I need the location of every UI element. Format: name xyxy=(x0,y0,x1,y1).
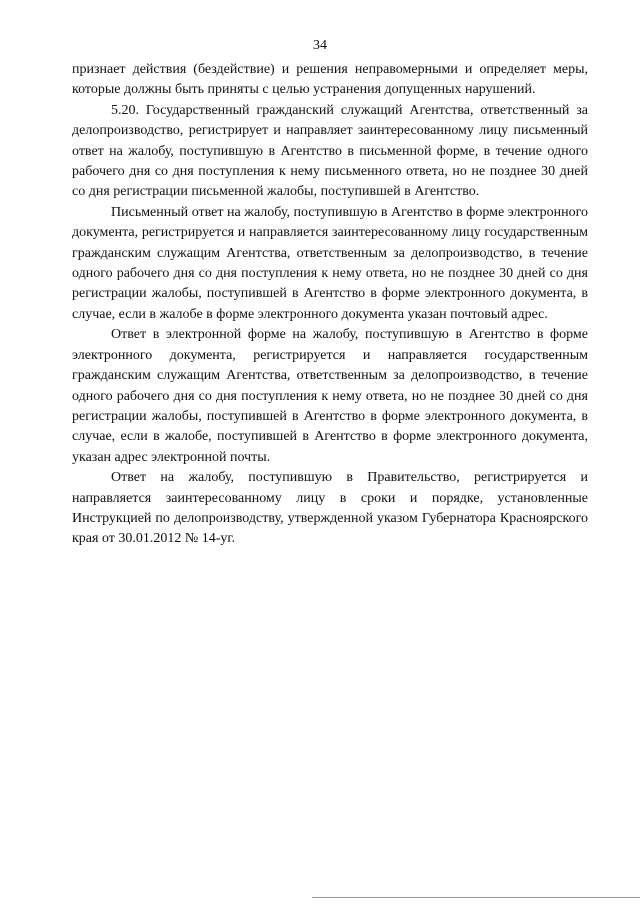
document-body xyxy=(72,60,588,550)
paragraph-continuation: признает действия (бездействие) и решения неправомерными и определяет меры, которые должны быть приняты с целью устранения допущенных нарушений. xyxy=(72,62,588,98)
paragraph-government-complaint: Ответ на жалобу, поступившую в Правительство, регистрируется и направляется заинтересованному лицу в сроки и порядке, установленные Инструкцией по делопроизводству, утвержденной указом Губернатора Красноярского края от 30.01.2012 № 14-уг. xyxy=(72,470,588,547)
paragraph-written-answer-electronic: Письменный ответ на жалобу, поступившую в Агентство в форме электронного документа, регистрируется и направляется заинтересованному лицу государственным гражданским служащим Агентства, ответственным за делопроизводство, в течение одного рабочего дня со дня поступления к нему ответа, но не позднее 30 дней со дня регистрации жалобы, поступившей в Агентство в форме электронного документа, в случае, если в жалобе в форме электронного документа указан почтовый адрес. xyxy=(72,204,588,322)
paragraph-electronic-answer: Ответ в электронной форме на жалобу, поступившую в Агентство в форме электронного документа, регистрируется и направляется государственным гражданским служащим Агентства, ответственным за делопроизводство, в течение одного рабочего дня со дня поступления к нему ответа, но не позднее 30 дней со дня регистрации жалобы, поступившей в Агентство в форме электронного документа, в случае, если в жалобе, поступившей в Агентство в форме электронного документа, указан адрес электронной почты. xyxy=(72,327,588,465)
paragraph-5-20: 5.20. Государственный гражданский служащий Агентства, ответственный за делопроизводство, регистрирует и направляет заинтересованному лицу письменный ответ на жалобу, поступившую в Агентство в письменной форме, в течение одного рабочего дня со дня поступления к нему письменного ответа, но не позднее 30 дней со дня регистрации письменной жалобы, поступившей в Агентство. xyxy=(72,102,588,200)
footer-divider xyxy=(312,897,640,898)
page-number: 34 xyxy=(313,38,327,53)
